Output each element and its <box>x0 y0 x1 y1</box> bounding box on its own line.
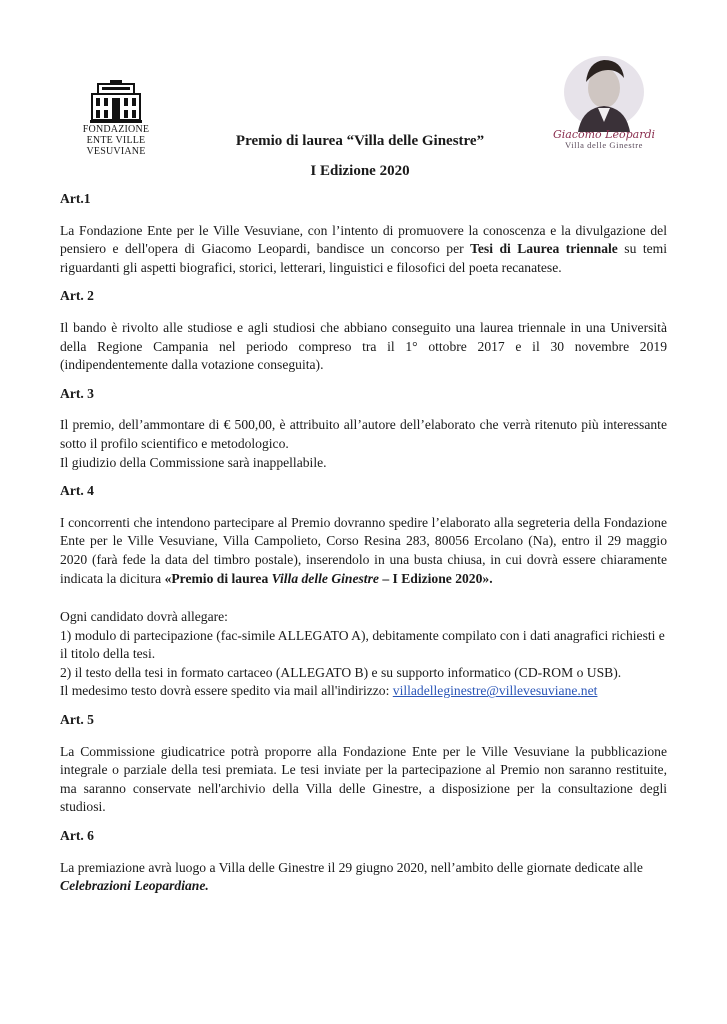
article-1-bold: Tesi di Laurea triennale <box>470 241 618 257</box>
article-4-bold-italic: Villa delle Ginestre <box>271 570 379 586</box>
article-1-text-start: La Fondazione Ente per le Ville Vesuviane, con l’intento di promuovere la conoscenza e la divulgazione del pensiero e dell'opera di Giacomo Leopardi, bandisce un concorso per <box>60 222 667 257</box>
org-name-line1: FONDAZIONE <box>82 124 150 135</box>
article-3-text: Il premio, dell’ammontare di € 500,00, è attribuito all’autore dell’elaborato che verrà ritenuto più interessante sotto il profilo scientifico e metodologico. <box>60 417 667 451</box>
article-6-text-start: La premiazione avrà luogo a Villa delle Ginestre il 29 giugno 2020, nell’ambito delle giornate dedicate alle <box>60 859 643 875</box>
article-1-text-end: su temi riguardanti gli aspetti biografici, storici, letterari, linguistici e filosofici del poeta recanatese. <box>60 241 667 275</box>
article-4-bold-end: – I Edizione 2020». <box>378 570 493 586</box>
article-1-heading: Art.1 <box>60 191 91 206</box>
article-3-heading: Art. 3 <box>60 385 94 401</box>
villa-ginestre-logo <box>548 52 660 152</box>
article-3-note: Il giudizio della Commissione sarà inappellabile. <box>60 454 327 470</box>
article-4-bold-start: «Premio di laurea <box>164 570 272 586</box>
email-link[interactable]: villadelleginestre@villevesuviane.net <box>392 683 598 699</box>
article-4-list-item-2: 2) il testo della tesi in formato cartaceo (ALLEGATO B) e su supporto informatico (CD-ROM o USB). <box>60 664 622 680</box>
article-2-text: Il bando è rivolto alle studiose e agli studiosi che abbiano conseguito una laurea triennale in una Università della Regione Campania nel periodo compreso tra il 1° ottobre 2017 e il 30 novembre 2019 (indipendentemente dalla votazione conseguita). <box>60 319 667 373</box>
logo-subtitle: Villa delle Ginestre <box>564 140 644 150</box>
article-4-text <box>60 514 667 588</box>
article-4-list-intro: Ogni candidato dovrà allegare: <box>60 609 228 625</box>
article-4-list-item-1: 1) modulo di partecipazione (fac-simile ALLEGATO A), debitamente compilato con i dati anagrafici richiesti e il titolo della tesi. <box>60 627 665 662</box>
logo-signature: Giacomo Leopardi <box>552 128 656 141</box>
article-6-text <box>60 859 667 896</box>
leopardi-portrait-icon <box>548 52 660 132</box>
article-6-heading: Art. 6 <box>60 828 94 844</box>
article-4-mail-line <box>60 682 667 701</box>
edition-title: I Edizione 2020 <box>310 163 410 179</box>
page-title: Premio di laurea “Villa delle Ginestre” <box>235 133 485 149</box>
article-5-heading: Art. 5 <box>60 712 94 728</box>
article-1-text <box>60 222 667 278</box>
article-4-heading: Art. 4 <box>60 483 94 499</box>
article-6-bold-italic: Celebrazioni Leopardiane. <box>60 878 209 894</box>
villa-facade-icon <box>88 80 144 124</box>
article-4-text-start: I concorrenti che intendono partecipare al Premio dovranno spedire l’elaborato alla segreteria della Fondazione Ente per le Ville Vesuviane, Villa Campolieto, Corso Resina 283, 80056 Ercolano (Na), entro il 29 maggio 2020 (farà fede la data del timbro postale), inserendolo in una busta chiusa, in cui dovrà essere chiaramente indicata la dicitura <box>60 514 667 586</box>
article-2-heading: Art. 2 <box>60 288 94 304</box>
article-4-mail-text: Il medesimo testo dovrà essere spedito via mail all'indirizzo: <box>60 683 393 699</box>
article-5-text: La Commissione giudicatrice potrà proporre alla Fondazione Ente per le Ville Vesuviane la pubblicazione integrale o parziale della tesi premiata. Le tesi inviate per la partecipazione al Premio non saranno restituite, ma saranno conservate nell'archivio della Villa delle Ginestre, a disposizione per la consultazione degli studiosi. <box>60 743 667 815</box>
document-body <box>60 190 667 906</box>
fondazione-logo <box>60 80 172 157</box>
org-name-line2: ENTE VILLE VESUVIANE <box>86 135 146 157</box>
